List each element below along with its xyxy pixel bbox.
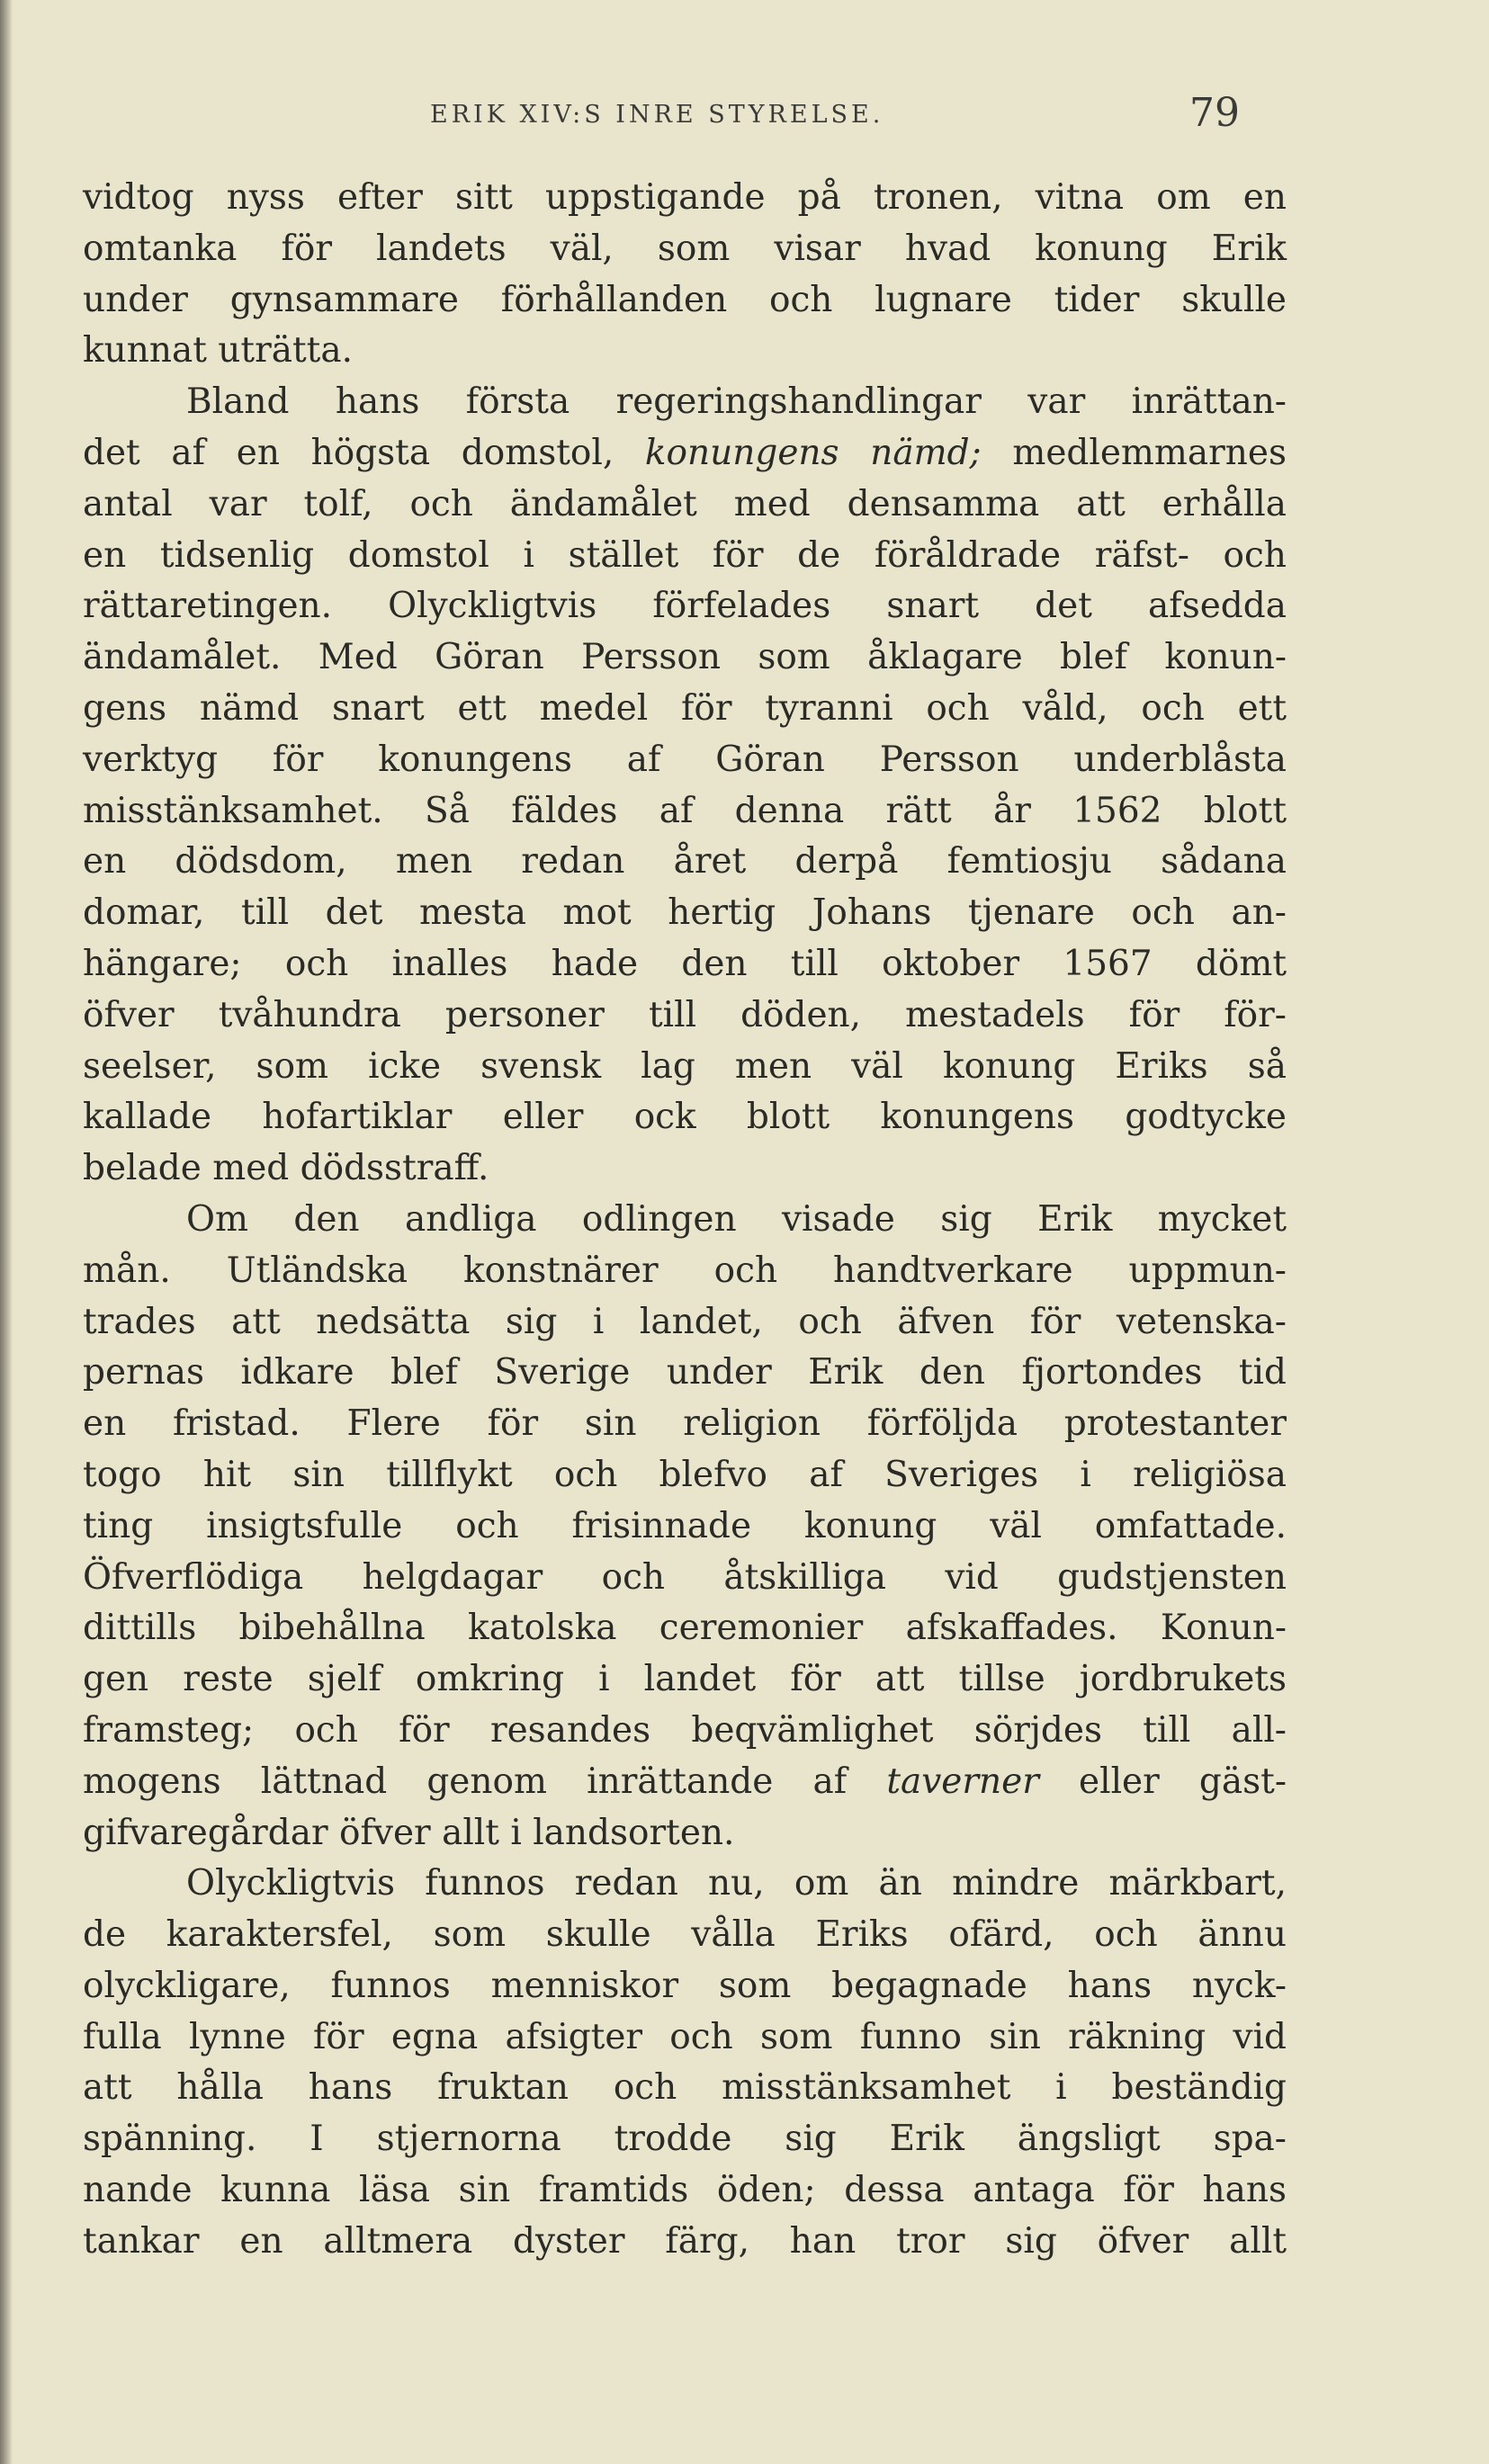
text-line: vidtog nyss efter sitt uppstigande på tronen, vitna om en <box>83 177 1287 218</box>
text-line: domar, till det mesta mot hertig Johans tjenare och an- <box>83 892 1287 934</box>
text-line: Öfverflödiga helgdagar och åtskilliga vid gudstjensten <box>83 1556 1287 1598</box>
text-line: seelser, som icke svensk lag men väl konung Eriks så <box>83 1045 1287 1087</box>
page-number: 79 <box>1189 90 1240 136</box>
text-line: nande kunna läsa sin framtids öden; dessa antaga för hans <box>83 2170 1287 2211</box>
text-line: öfver tvåhundra personer till döden, mestadels för för- <box>83 994 1287 1035</box>
text-line: ändamålet. Med Göran Persson som åklagare blef konun- <box>83 637 1287 678</box>
text-line: misstänksamhet. Så fäldes af denna rätt år 1562 blott <box>83 790 1287 831</box>
text-line: gen reste sjelf omkring i landet för att tillse jordbrukets <box>83 1659 1287 1700</box>
text-line: att hålla hans fruktan och misstänksamhet i beständig <box>83 2067 1287 2109</box>
running-title: ERIK XIV:S INRE STYRELSE. <box>430 101 884 129</box>
text-line: det af en högsta domstol, konungens nämd; medlemmarnes <box>83 432 1287 473</box>
text-line: kunnat uträtta. <box>83 330 353 372</box>
text-line: dittills bibehållna katolska ceremonier afskaffades. Konun- <box>83 1608 1287 1649</box>
text-line: framsteg; och för resandes beqvämlighet sörjdes till all- <box>83 1709 1287 1751</box>
text-line: belade med dödsstraff. <box>83 1148 489 1189</box>
text-line: mogens lättnad genom inrättande af taverner eller gäst- <box>83 1761 1287 1802</box>
text-line: en tidsenlig domstol i stället för de föråldrade räfst- och <box>83 534 1287 576</box>
running-head <box>0 90 1489 144</box>
text-line: en fristad. Flere för sin religion förföljda protestanter <box>83 1403 1287 1445</box>
text-line: gens nämd snart ett medel för tyranni och våld, och ett <box>83 687 1287 729</box>
paragraph-start-line: Olyckligtvis funnos redan nu, om än mindre märkbart, <box>186 1863 1287 1904</box>
text-line: en dödsdom, men redan året derpå femtiosju sådana <box>83 841 1287 883</box>
text-line: mån. Utländska konstnärer och handtverkare uppmun- <box>83 1250 1287 1291</box>
text-line: fulla lynne för egna afsigter och som funno sin räkning vid <box>83 2016 1287 2057</box>
text-line: trades att nedsätta sig i landet, och äfven för vetenska- <box>83 1301 1287 1342</box>
text-line: gifvaregårdar öfver allt i landsorten. <box>83 1812 735 1853</box>
page-binding-edge <box>0 0 13 2464</box>
italic-term: konungens nämd; <box>644 432 982 473</box>
text-line: under gynsammare förhållanden och lugnare tider skulle <box>83 279 1287 320</box>
text-line: pernas idkare blef Sverige under Erik den fjortondes tid <box>83 1352 1287 1393</box>
paragraph-start-line: Bland hans första regeringshandlingar var inrättan- <box>186 381 1287 423</box>
text-line: de karaktersfel, som skulle vålla Eriks ofärd, och ännu <box>83 1914 1287 1956</box>
text-line: antal var tolf, och ändamålet med densamma att erhålla <box>83 483 1287 524</box>
text-line: verktyg för konungens af Göran Persson underblåsta <box>83 739 1287 780</box>
text-line: tankar en alltmera dyster färg, han tror sig öfver allt <box>83 2220 1287 2262</box>
paragraph-start-line: Om den andliga odlingen visade sig Erik mycket <box>186 1198 1287 1240</box>
text-line: spänning. I stjernorna trodde sig Erik ängsligt spa- <box>83 2119 1287 2160</box>
italic-term: taverner <box>886 1761 1039 1802</box>
text-line: ting insigtsfulle och frisinnade konung väl omfattade. <box>83 1505 1287 1546</box>
text-line: hängare; och inalles hade den till oktober 1567 dömt <box>83 943 1287 984</box>
text-line: omtanka för landets väl, som visar hvad konung Erik <box>83 228 1287 269</box>
text-line: rättaretingen. Olyckligtvis förfelades snart det afsedda <box>83 586 1287 627</box>
text-line: kallade hofartiklar eller ock blott konungens godtycke <box>83 1097 1287 1138</box>
text-line: togo hit sin tillflykt och blefvo af Sveriges i religiösa <box>83 1454 1287 1495</box>
body-text <box>83 173 1287 2268</box>
text-line: olyckligare, funnos menniskor som begagnade hans nyck- <box>83 1965 1287 2006</box>
